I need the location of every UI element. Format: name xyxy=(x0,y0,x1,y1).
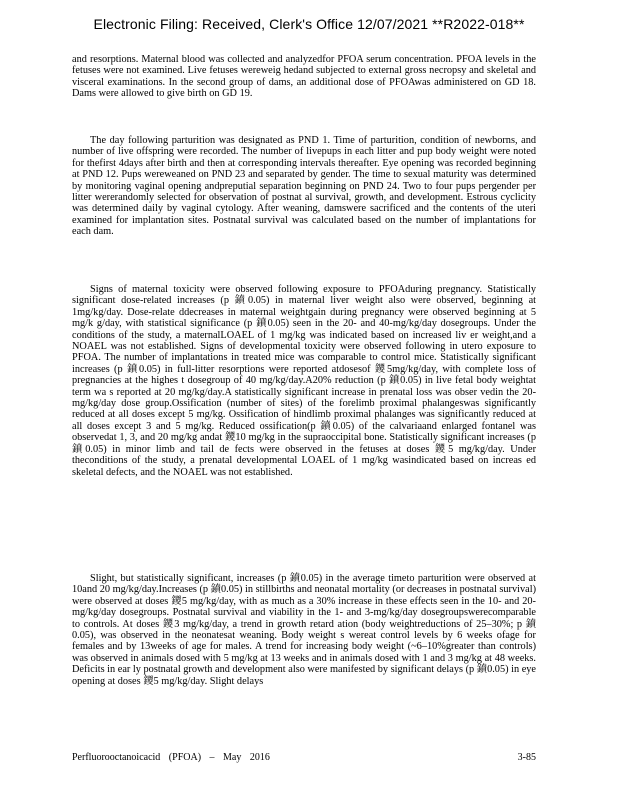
paragraph-resorptions: and resorptions. Maternal blood was collected and analyzedfor PFOA serum concentration. PFOA levels in the fetuses were not examined. Live fetuses wereweig hedand subjected to external gross necropsy and skeletal and visceral examinations. In the second group of dams, an additional dose of PFOAwas administered on GD 18. Dams were allowed to give birth on GD 19. xyxy=(72,54,536,100)
paragraph-postnatal-effects: Slight, but statistically significant, increases (p 鐼0.05) in the average timeto parturition were observed at 10and 20 mg/kg/day.Increases (p 鐼0.05) in stillbirths and neonatal mortality (or decreases in postnatal survival) were observed at doses 鑁5 mg/kg/day, with as much as a 30% increase in these effects seen in the 10- and 20-mg/kg/day dosegroups. Postnatal survival and viability in the 1- and 3-mg/kg/day dosegroupswerecomparable to controls. At doses 鑁3 mg/kg/day, a trend in growth retard ation (body weightreductions of 25–30%; p 鐼0.05), was observed in the neonatesat weaning. Body weight s wereat control levels by 6 weeks ofage for females and by 13weeks of age for males. A trend for increasing body weight (~6–10%greater than controls) was observed in animals dosed with 5 mg/kg at 13 weeks and in animals dosed with 1 and 3 mg/kg at 48 weeks. Deficits in ear ly postnatal growth and development also were manifested by significant delays (p 鐼0.05) in eye opening at doses 鑁5 mg/kg/day. Slight delays xyxy=(72,573,536,687)
page-footer xyxy=(72,752,536,763)
paragraph-maternal-toxicity: Signs of maternal toxicity were observed following exposure to PFOAduring pregnancy. Statistically significant dose-related increases (p 鐼0.05) in maternal liver weight also were observed, beginning at 1mg/kg/day. Dose-relate ddecreases in maternal weightgain during pregnancy were observed beginning at 5 mg/k g/day, with statistical significance (p 鐼0.05) seen in the 20- and 40-mg/kg/day dosegroups. Under the conditions of the study, a maternalLOAEL of 1 mg/kg was indicated based on increased liv er weight,and a NOAEL was not established. Signs of developmental toxicity were observed following in utero exposure to PFOA. The number of implantations in treated mice was comparable to control mice. Statistically significant increases (p 鐼0.05) in full-litter resorptions were reported atdosesof 鑁5mg/kg/day, with complete loss of pregnancies at the highes t dosegroup of 40 mg/kg/day.A20% reduction (p 鐼0.05) in live fetal body weightat term wa s reported at 20 mg/kg/day.A statistically significant increase in prenatal loss was obser vedin the 20-mg/kg/day dose group.Ossification (number of sites) of the forelimb proximal phalangeswas significantly reduced at all doses except 5 mg/kg. Ossification of hindlimb proximal phalanges was significantly reduced at all doses except 3 and 5 mg/kg. Reduced ossification(p 鐼0.05) of the calvariaand enlarged fontanel was observedat 1, 3, and 20 mg/kg andat 鑁10 mg/kg in the supraoccipital bone. Statistically significant increases (p 鐼0.05) in minor limb and tail de fects were observed in the fetuses at doses 鑁5 mg/kg/day. Under theconditions of the study, a prenatal developmental LOAEL of 1 mg/kg wasindicated based on increas ed skeletal defects, and the NOAEL was not established. xyxy=(72,284,536,478)
filing-stamp-header: Electronic Filing: Received, Clerk's Office 12/07/2021 **R2022-018** xyxy=(93,16,525,32)
footer-page-number: 3-85 xyxy=(517,752,536,763)
footer-document-title: Perfluorooctanoicacid (PFOA) – May 2016 xyxy=(72,752,270,763)
paragraph-parturition: The day following parturition was designated as PND 1. Time of parturition, condition of newborns, and number of live offspring were recorded. The number of livepups in each litter and pup body weight were noted for thefirst 4days after birth and then at corresponding intervals thereafter. Eye opening was recorded beginning at PND 12. Pups wereweaned on PND 23 and separated by gender. The time to sexual maturity was determined by monitoring vaginal opening andpreputial separation beginning on PND 24. Two to four pups pergender per litter wererandomly selected for observation of postnat al survival, growth, and development. Estrous cyclicity was determined daily by vaginal cytology. After weaning, damswere sacrificed and the contents of the uteri examined for implantation sites. Postnatal survival was calculated based on the number of implantations for each dam. xyxy=(72,135,536,238)
